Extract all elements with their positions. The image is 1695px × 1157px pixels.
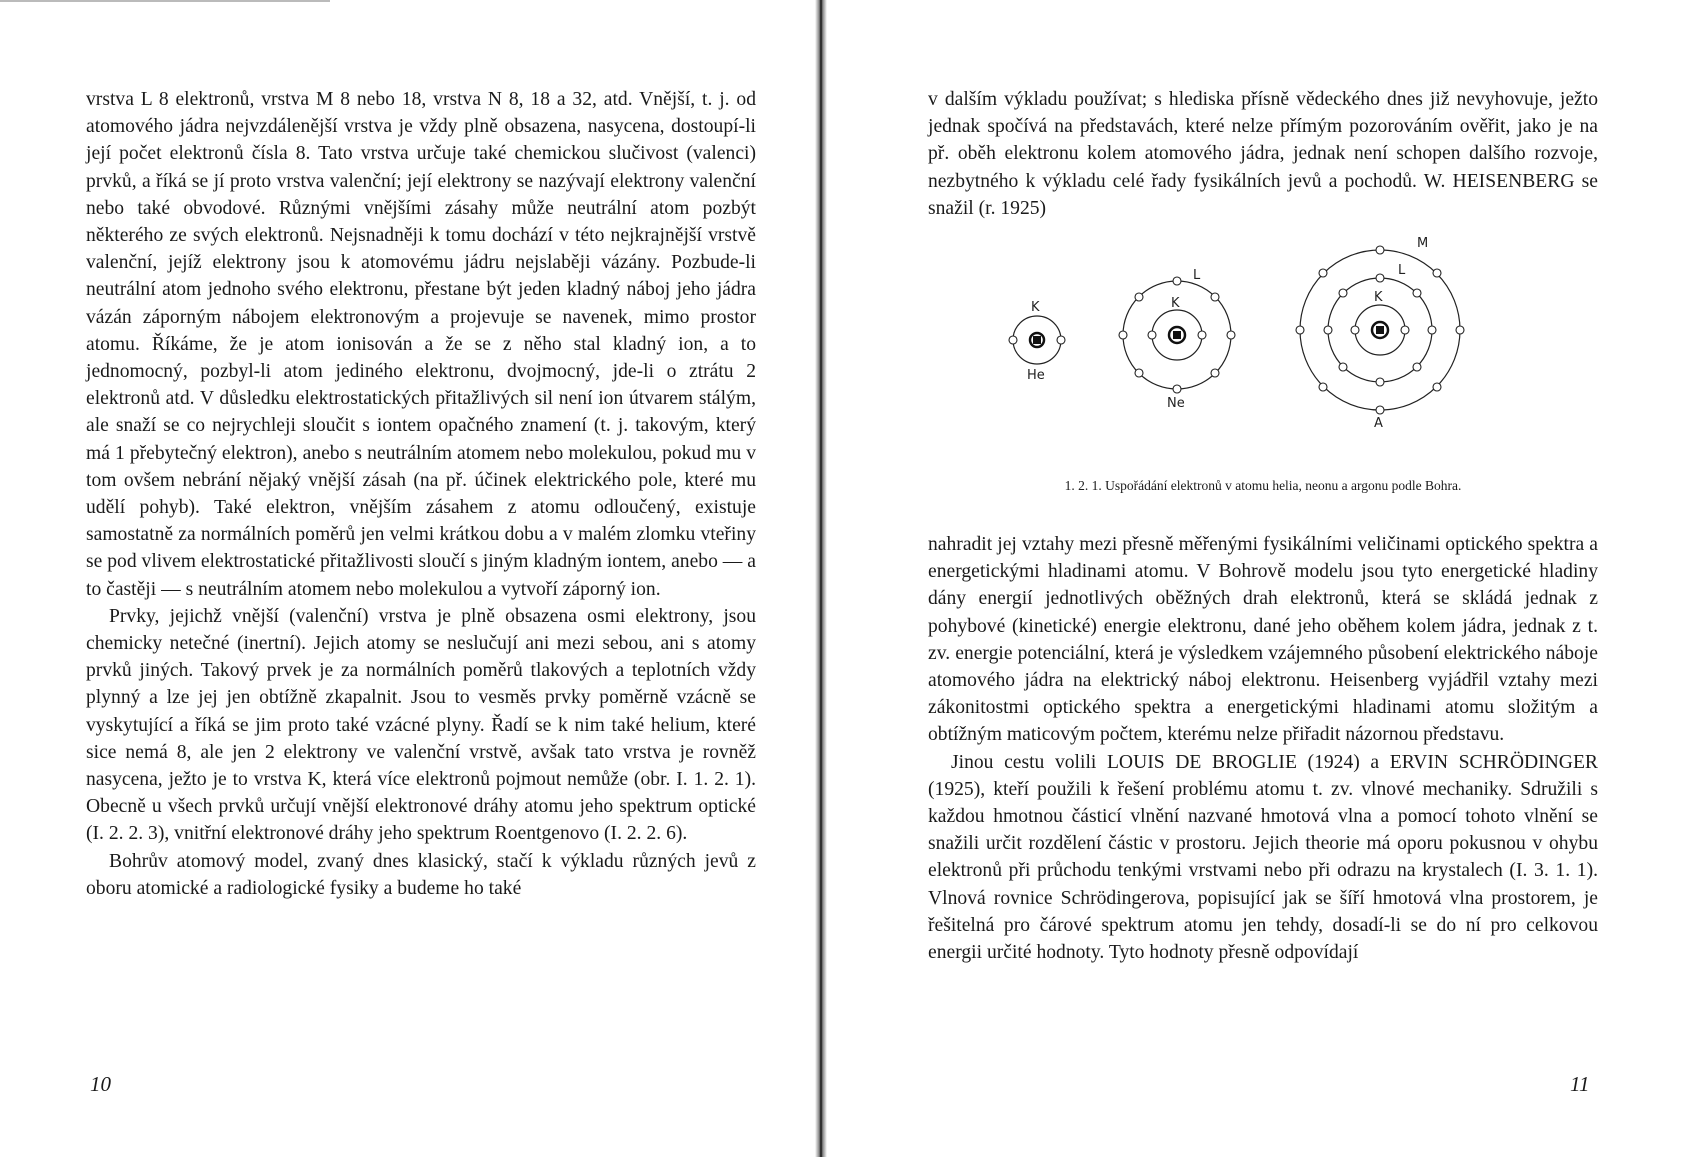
left-paragraph-2: Prvky, jejichž vnější (valenční) vrstva je plně obsazena osmi elektrony, jsou chemicky netečné (inertní). Jejich atomy se neslučují ani mezi sebou, ani s atomy prvků jiných. Takový prvek je za normálních poměrů tlakových a teplotních vždy plynný a lze jej jen obtížně zkapalnit. Jsou to vesměs prvky poměrně vzácně se vyskytující a říká se jim proto také vzácné plyny. Řadí se k nim také helium, které sice nemá 8, ale jen 2 elektrony ve valenční vrstvě, avšak tato vrstva je rovněž nasycena, ježto je to vrstva K, která více elektronů pojmout nemůže (obr. I. 1. 2. 1). Obecně u všech prvků určují vnější elektronové dráhy atomu jeho spektrum optické (I. 2. 2. 3), vnitřní elektronové dráhy jeho spektrum Roentgenovo (I. 2. 2. 6). xyxy=(86,605,756,845)
argon-shell-label-l: L xyxy=(1398,263,1406,278)
left-paragraph-3: Bohrův atomový model, zvaný dnes klasický, stačí k výkladu různých jevů z oboru atomické a radiologické fysiky a budeme ho také xyxy=(86,850,756,899)
right-paragraph-2: nahradit jej vztahy mezi přesně měřenými fysikálními veličinami optického spektra a energetickými hladinami atomu. V Bohrově modelu jsou tyto energetické hladiny dány energií jednotlivých oběžných drah elektronů, která se skládá jednak z pohybové (kinetické) energie elektronu, dané jeho oběhem kolem jádra, jednak z t. zv. energie potenciální, která je výsledkem vzájemného působení elektrického náboje atomového jádra na elektrický náboj elektronu. Heisenberg vyjádřil vztahy mezi zákonitostmi optického spektra a energetickými hladinami atomu složitým a obtížným maticovým počtem, kterému nelze přiřadit názornou představu. xyxy=(928,534,1598,746)
neon-shell-label-k: K xyxy=(1171,296,1180,311)
right-paragraph-1: v dalším výkladu používat; s hlediska přísně vědeckého dnes již nevyhovuje, ježto jednak spočívá na představách, které nelze přímým pozorováním ověřit, jako je na př. oběh elektronu kolem atomového jádra, jednak není schopen dalšího rozvoje, nezbytného k výkladu celé řady fysikálních jevů a pochodů. W. HEISENBERG se snažil (r. 1925) xyxy=(928,89,1598,219)
argon-shell-label-k: K xyxy=(1374,290,1383,305)
argon-shell-label-m: M xyxy=(1417,236,1429,251)
left-page-text xyxy=(86,86,756,902)
helium-label: He xyxy=(1027,368,1045,383)
right-page-text-top xyxy=(928,86,1598,222)
left-page-number: 10 xyxy=(90,1072,111,1096)
left-page xyxy=(0,0,815,1157)
left-paragraph-1: vrstva L 8 elektronů, vrstva M 8 nebo 18, vrstva N 8, 18 a 32, atd. Vnější, t. j. od atomového jádra nejvzdálenější vrstva je vždy plně obsazena, nasycena, dostoupí-li její počet elektronů čísla 8. Tato vrstva určuje také chemickou slučivost (valenci) prvků, a říká se jí proto vrstva valenční; její elektrony se nazývají elektrony valenční nebo také obvodové. Různými vnějšími zásahy může neutrální atom pozbýt některého ze svých elektronů. Nejsnadněji k tomu dochází v této nejkrajnější vrstvě valenční, jejíž elektrony jsou k atomovému jádru nejslaběji vázány. Pozbude-li neutrální atom jednoho svého elektronu, přestane být jeden kladný náboj jeho jádra vázán záporným nábojem elektronovým a projevuje se navenek, mimo prostor atomu. Říkáme, že je atom ionisován a že se z něho stal kladný ion, a to jednomocný, pozbyl-li atom jediného elektronu, dvojmocný, jde-li o ztrátu 2 elektronů atd. V důsledku elektrostatických přitažlivých sil není ion útvarem stálým, ale snaží se co nejrychleji sloučit s iontem opačného znamení (t. j. takovým, který má 1 přebytečný elektron), anebo s neutrálním atomem nebo molekulou, pokud mu v tom ovšem nebrání nějaký vnější zásah (na př. účinek elektrického pole, které mu udělí pohyb). Také elektron, vnějším zásahem z atomu odloučený, existuje samostatně za normálních poměrů jen velmi krátkou dobu a v malém zlomku vteřiny se pod vlivem elektrostatické přitažlivosti sloučí s jiným kladným iontem, anebo — a to častěji — s neutrálním atomem nebo molekulou a vytvoří záporný ion. xyxy=(86,89,756,600)
right-paragraph-3: Jinou cestu volili LOUIS DE BROGLIE (1924) a ERVIN SCHRÖDINGER (1925), kteří použili k řešení problému atomu t. zv. vlnové mechaniky. Sdružili s každou hmotnou částicí vlnění nazvané hmotová vlna a pomocí tohoto vlnění se snažili určit rozdělení částic v prostoru. Jejich theorie má oporu pokusnou v ohybu elektronů při průchodu tenkými vrstvami nebo při odrazu na krystalech (I. 3. 1. 1). Vlnová rovnice Schrödingerova, popisující jak se šíří hmotová vlna prostorem, je řešitelná pro čárové spektrum atomu jen tehdy, dosadí-li se do ní pro celkovou energii určité hodnoty. Tyto hodnoty přesně odpovídají xyxy=(928,751,1598,964)
helium-atom xyxy=(1009,300,1065,383)
right-page-text-bottom xyxy=(928,531,1598,966)
neon-atom xyxy=(1119,268,1235,411)
argon-label: A xyxy=(1374,416,1383,431)
right-page-number: 11 xyxy=(1570,1072,1590,1096)
argon-atom xyxy=(1296,236,1464,431)
figure-caption: 1. 2. 1. Uspořádání elektronů v atomu helia, neonu a argonu podle Bohra. xyxy=(1064,478,1462,493)
neon-shell-label-l: L xyxy=(1193,268,1201,283)
bohr-atom-figure xyxy=(985,236,1545,465)
helium-shell-label-k: K xyxy=(1031,300,1040,315)
right-page xyxy=(825,0,1695,1157)
neon-label: Ne xyxy=(1167,396,1185,411)
